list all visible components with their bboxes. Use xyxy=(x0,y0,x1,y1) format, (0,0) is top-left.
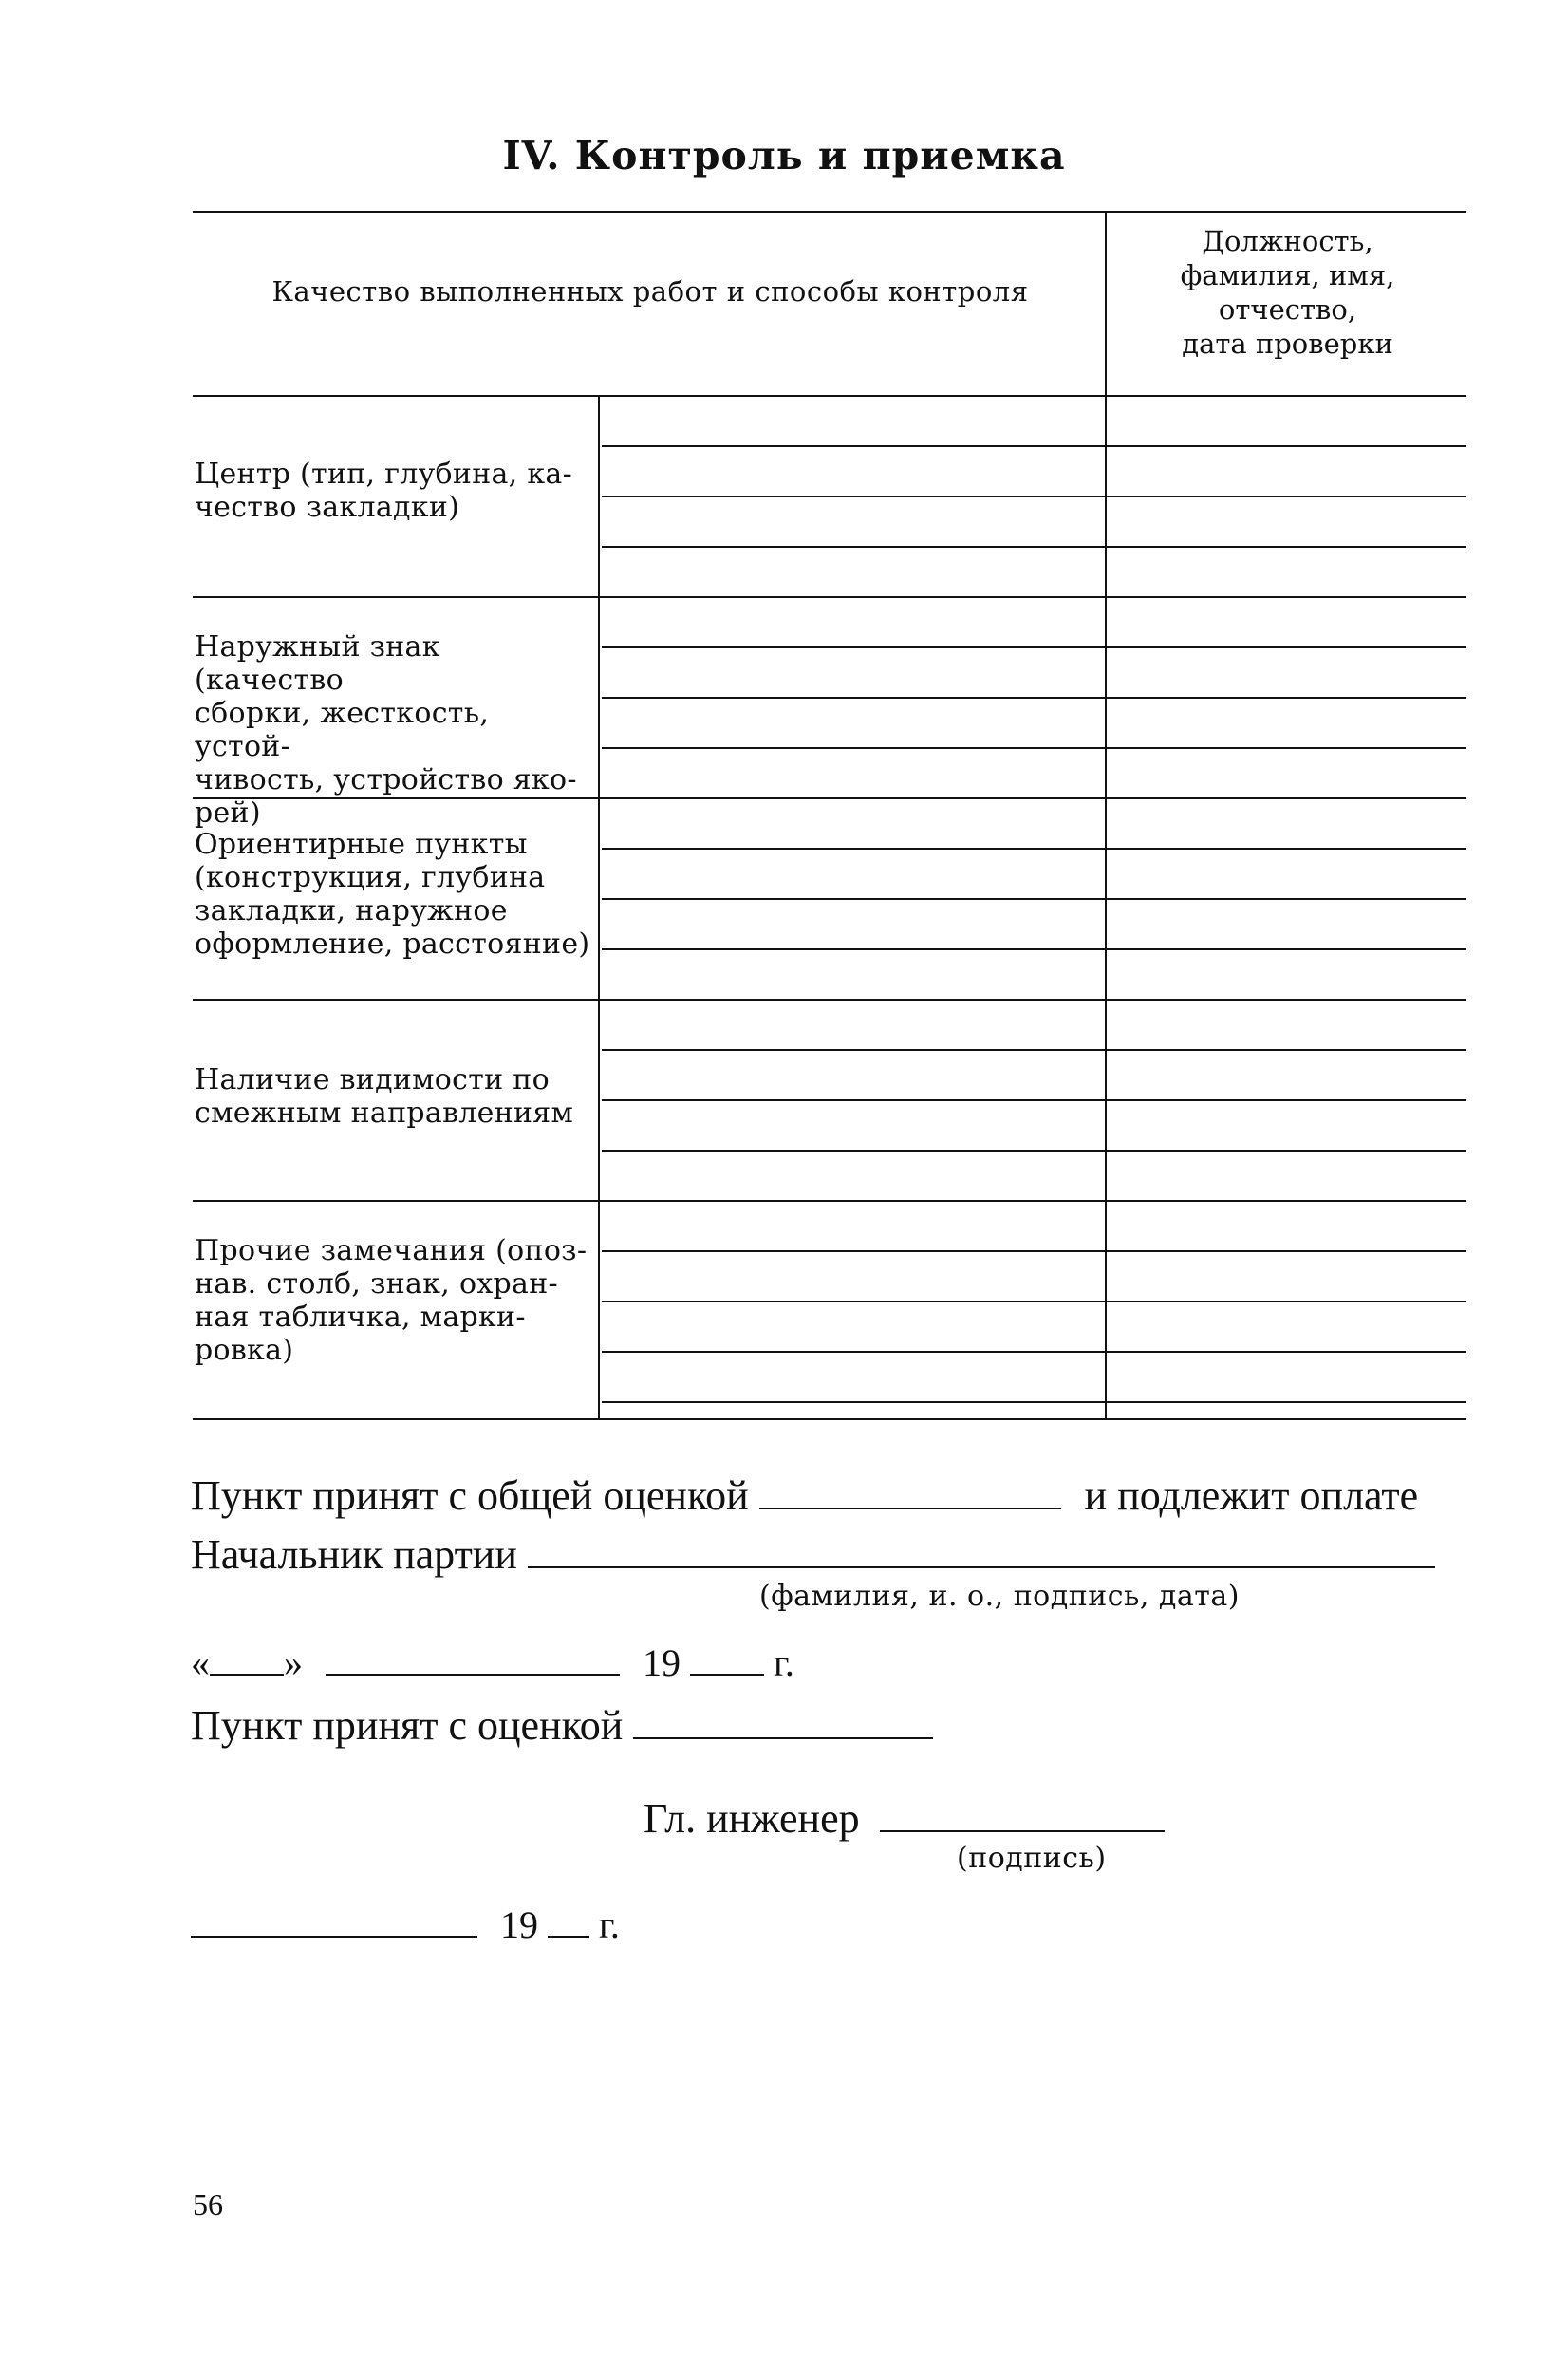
row-label-visibility xyxy=(195,1063,593,1130)
row-label-reference-points xyxy=(195,828,593,961)
table-column-divider-left xyxy=(598,395,600,1420)
table-column-divider-right xyxy=(1105,211,1107,1420)
ruled-line[interactable] xyxy=(602,1049,1466,1051)
ruled-line[interactable] xyxy=(602,646,1466,648)
ruled-line[interactable] xyxy=(602,898,1466,900)
table-header-rule xyxy=(193,395,1466,397)
label-line: чивость, устройство яко- xyxy=(195,763,577,796)
ruled-line[interactable] xyxy=(602,546,1466,548)
day-field[interactable] xyxy=(210,1673,284,1676)
ruled-line[interactable] xyxy=(602,1099,1466,1101)
form-line-general-grade xyxy=(191,1471,1418,1520)
label-line: Центр (тип, глубина, ка- xyxy=(195,458,573,491)
party-chief-label: Начальник партии xyxy=(191,1531,517,1578)
year2-suffix: г. xyxy=(599,1903,620,1946)
label-line: закладки, наружное xyxy=(195,894,508,927)
label-line: ровка) xyxy=(195,1334,294,1367)
form-line-party-chief xyxy=(191,1530,1435,1579)
ruled-line[interactable] xyxy=(602,496,1466,497)
year-suffix: г. xyxy=(774,1641,794,1684)
label-line: ная табличка, марки- xyxy=(195,1301,526,1334)
form-line-date xyxy=(191,1640,794,1685)
row-label-other-remarks xyxy=(195,1234,593,1367)
general-grade-field[interactable] xyxy=(759,1507,1061,1509)
year-field[interactable] xyxy=(690,1673,764,1676)
row-label-outer-sign xyxy=(195,630,593,830)
ruled-line[interactable] xyxy=(602,1351,1466,1353)
grade-label: Пункт принят с оценкой xyxy=(191,1702,624,1749)
row-separator xyxy=(193,596,1466,598)
form-line-date-2 xyxy=(191,1902,620,1947)
table-bottom-rule xyxy=(193,1418,1466,1420)
month-field[interactable] xyxy=(326,1673,620,1676)
label-line: Наличие видимости по xyxy=(195,1063,550,1096)
header-inspector-line: фамилия, имя, xyxy=(1180,259,1395,291)
header-inspector-line: Должность, xyxy=(1202,225,1373,257)
date2-field[interactable] xyxy=(191,1935,477,1938)
label-line: сборки, жесткость, устой- xyxy=(195,697,490,763)
row-separator xyxy=(193,1200,1466,1202)
ruled-line[interactable] xyxy=(602,948,1466,950)
header-inspector xyxy=(1109,224,1466,361)
ruled-line[interactable] xyxy=(602,1401,1466,1403)
label-line: чество закладки) xyxy=(195,491,460,524)
header-inspector-line: отчество, xyxy=(1218,293,1357,326)
label-line: нав. столб, знак, охран- xyxy=(195,1267,558,1301)
ruled-line[interactable] xyxy=(602,747,1466,749)
label-line: (конструкция, глубина xyxy=(195,861,546,894)
page-number: 56 xyxy=(193,2187,223,2221)
payment-label: и подлежит оплате xyxy=(1084,1472,1419,1519)
page-title: IV. Контроль и приемка xyxy=(502,133,1066,178)
party-chief-caption: (фамилия, и. о., подпись, дата) xyxy=(759,1580,1240,1613)
form-line-grade xyxy=(191,1701,933,1750)
form-line-engineer xyxy=(644,1794,1165,1843)
engineer-signature-field[interactable] xyxy=(880,1829,1165,1832)
year2-field[interactable] xyxy=(548,1935,589,1938)
label-line: оформление, расстояние) xyxy=(195,927,590,961)
label-line: рей) xyxy=(195,796,261,830)
date-quote-open: « xyxy=(191,1641,210,1684)
grade-field[interactable] xyxy=(633,1736,933,1739)
row-label-center xyxy=(195,458,593,524)
date-quote-close: » xyxy=(284,1641,303,1684)
ruled-line[interactable] xyxy=(602,697,1466,699)
ruled-line[interactable] xyxy=(602,445,1466,447)
engineer-label: Гл. инженер xyxy=(644,1795,860,1842)
ruled-line[interactable] xyxy=(602,1250,1466,1252)
ruled-line[interactable] xyxy=(602,1301,1466,1302)
party-chief-field[interactable] xyxy=(528,1565,1435,1568)
header-inspector-line: дата проверки xyxy=(1182,328,1393,360)
header-quality: Качество выполненных работ и способы контроля xyxy=(271,275,1029,308)
ruled-line[interactable] xyxy=(602,848,1466,850)
row-separator xyxy=(193,999,1466,1001)
label-line: смежным направлениям xyxy=(195,1096,574,1130)
year2-prefix: 19 xyxy=(500,1903,538,1946)
year-prefix: 19 xyxy=(643,1641,681,1684)
general-grade-label: Пункт принят с общей оценкой xyxy=(191,1472,749,1519)
engineer-caption: (подпись) xyxy=(957,1842,1107,1875)
table-top-rule xyxy=(193,211,1466,213)
label-line: Прочие замечания (опоз- xyxy=(195,1234,588,1267)
ruled-line[interactable] xyxy=(602,1150,1466,1152)
label-line: Ориентирные пункты xyxy=(195,828,528,861)
label-line: Наружный знак (качество xyxy=(195,630,440,697)
